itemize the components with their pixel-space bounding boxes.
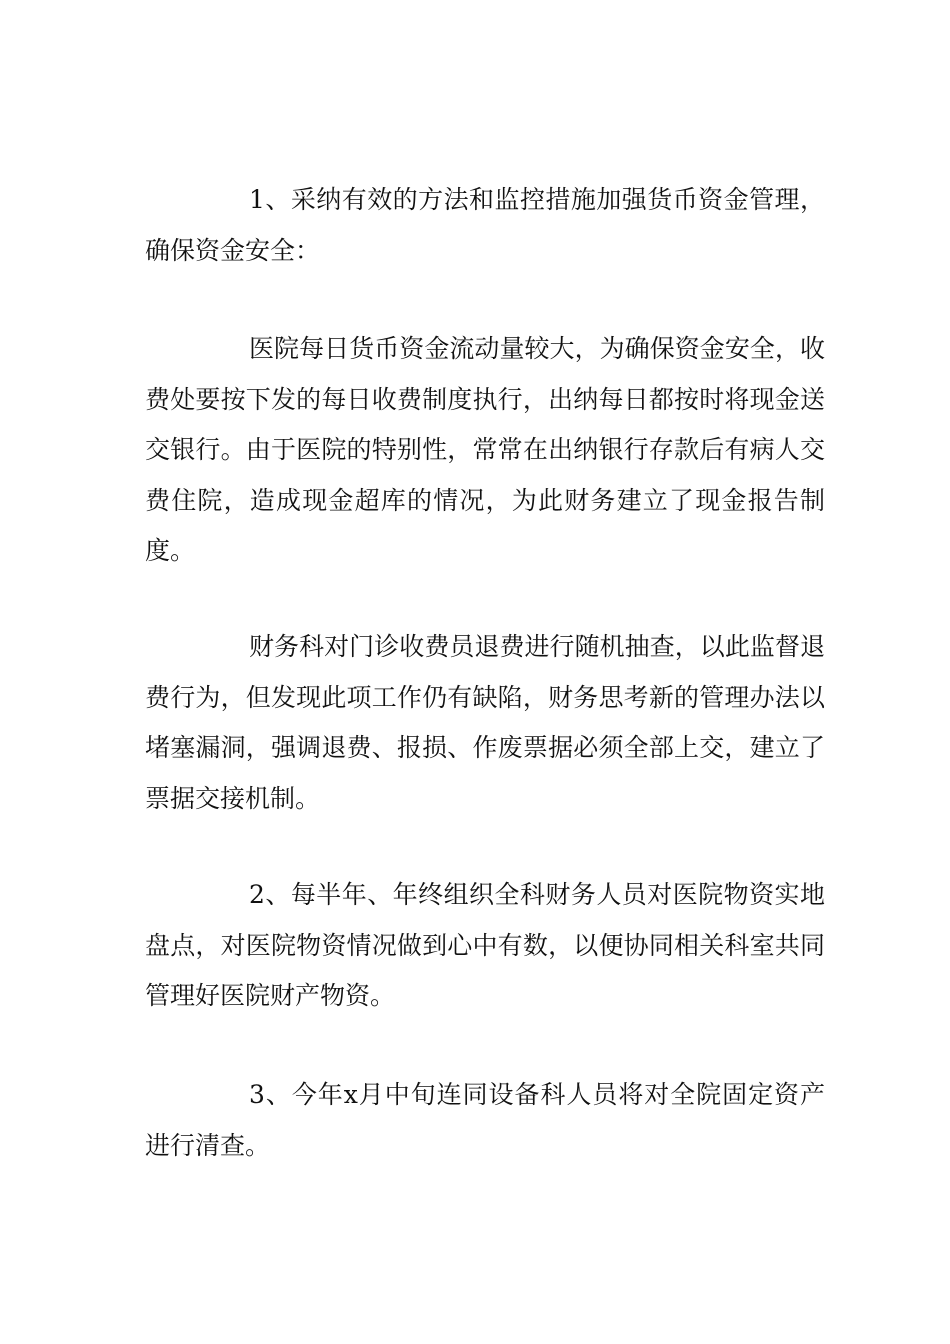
paragraph-inventory-check: 2、每半年、年终组织全科财务人员对医院物资实地盘点，对医院物资情况做到心中有数，以便协同相关科室共同管理好医院财产物资。: [145, 880, 825, 1010]
paragraph-cash-management-heading: 1、采纳有效的方法和监控措施加强货币资金管理，确保资金安全：: [145, 185, 825, 265]
paragraph-cash-report-system: 医院每日货币资金流动量较大，为确保资金安全，收费处要按下发的每日收费制度执行，出纳每日都按时将现金送交银行。由于医院的特别性，常常在出纳银行存款后有病人交费住院，造成现金超库的情况，为此财务建立了现金报告制度。: [145, 334, 825, 565]
paragraph-fixed-assets-review: 3、今年x月中旬连同设备科人员将对全院固定资产进行清查。: [145, 1080, 825, 1160]
paragraph-refund-audit: 财务科对门诊收费员退费进行随机抽查，以此监督退费行为，但发现此项工作仍有缺陷，财务思考新的管理办法以堵塞漏洞，强调退费、报损、作废票据必须全部上交，建立了票据交接机制。: [145, 632, 825, 813]
